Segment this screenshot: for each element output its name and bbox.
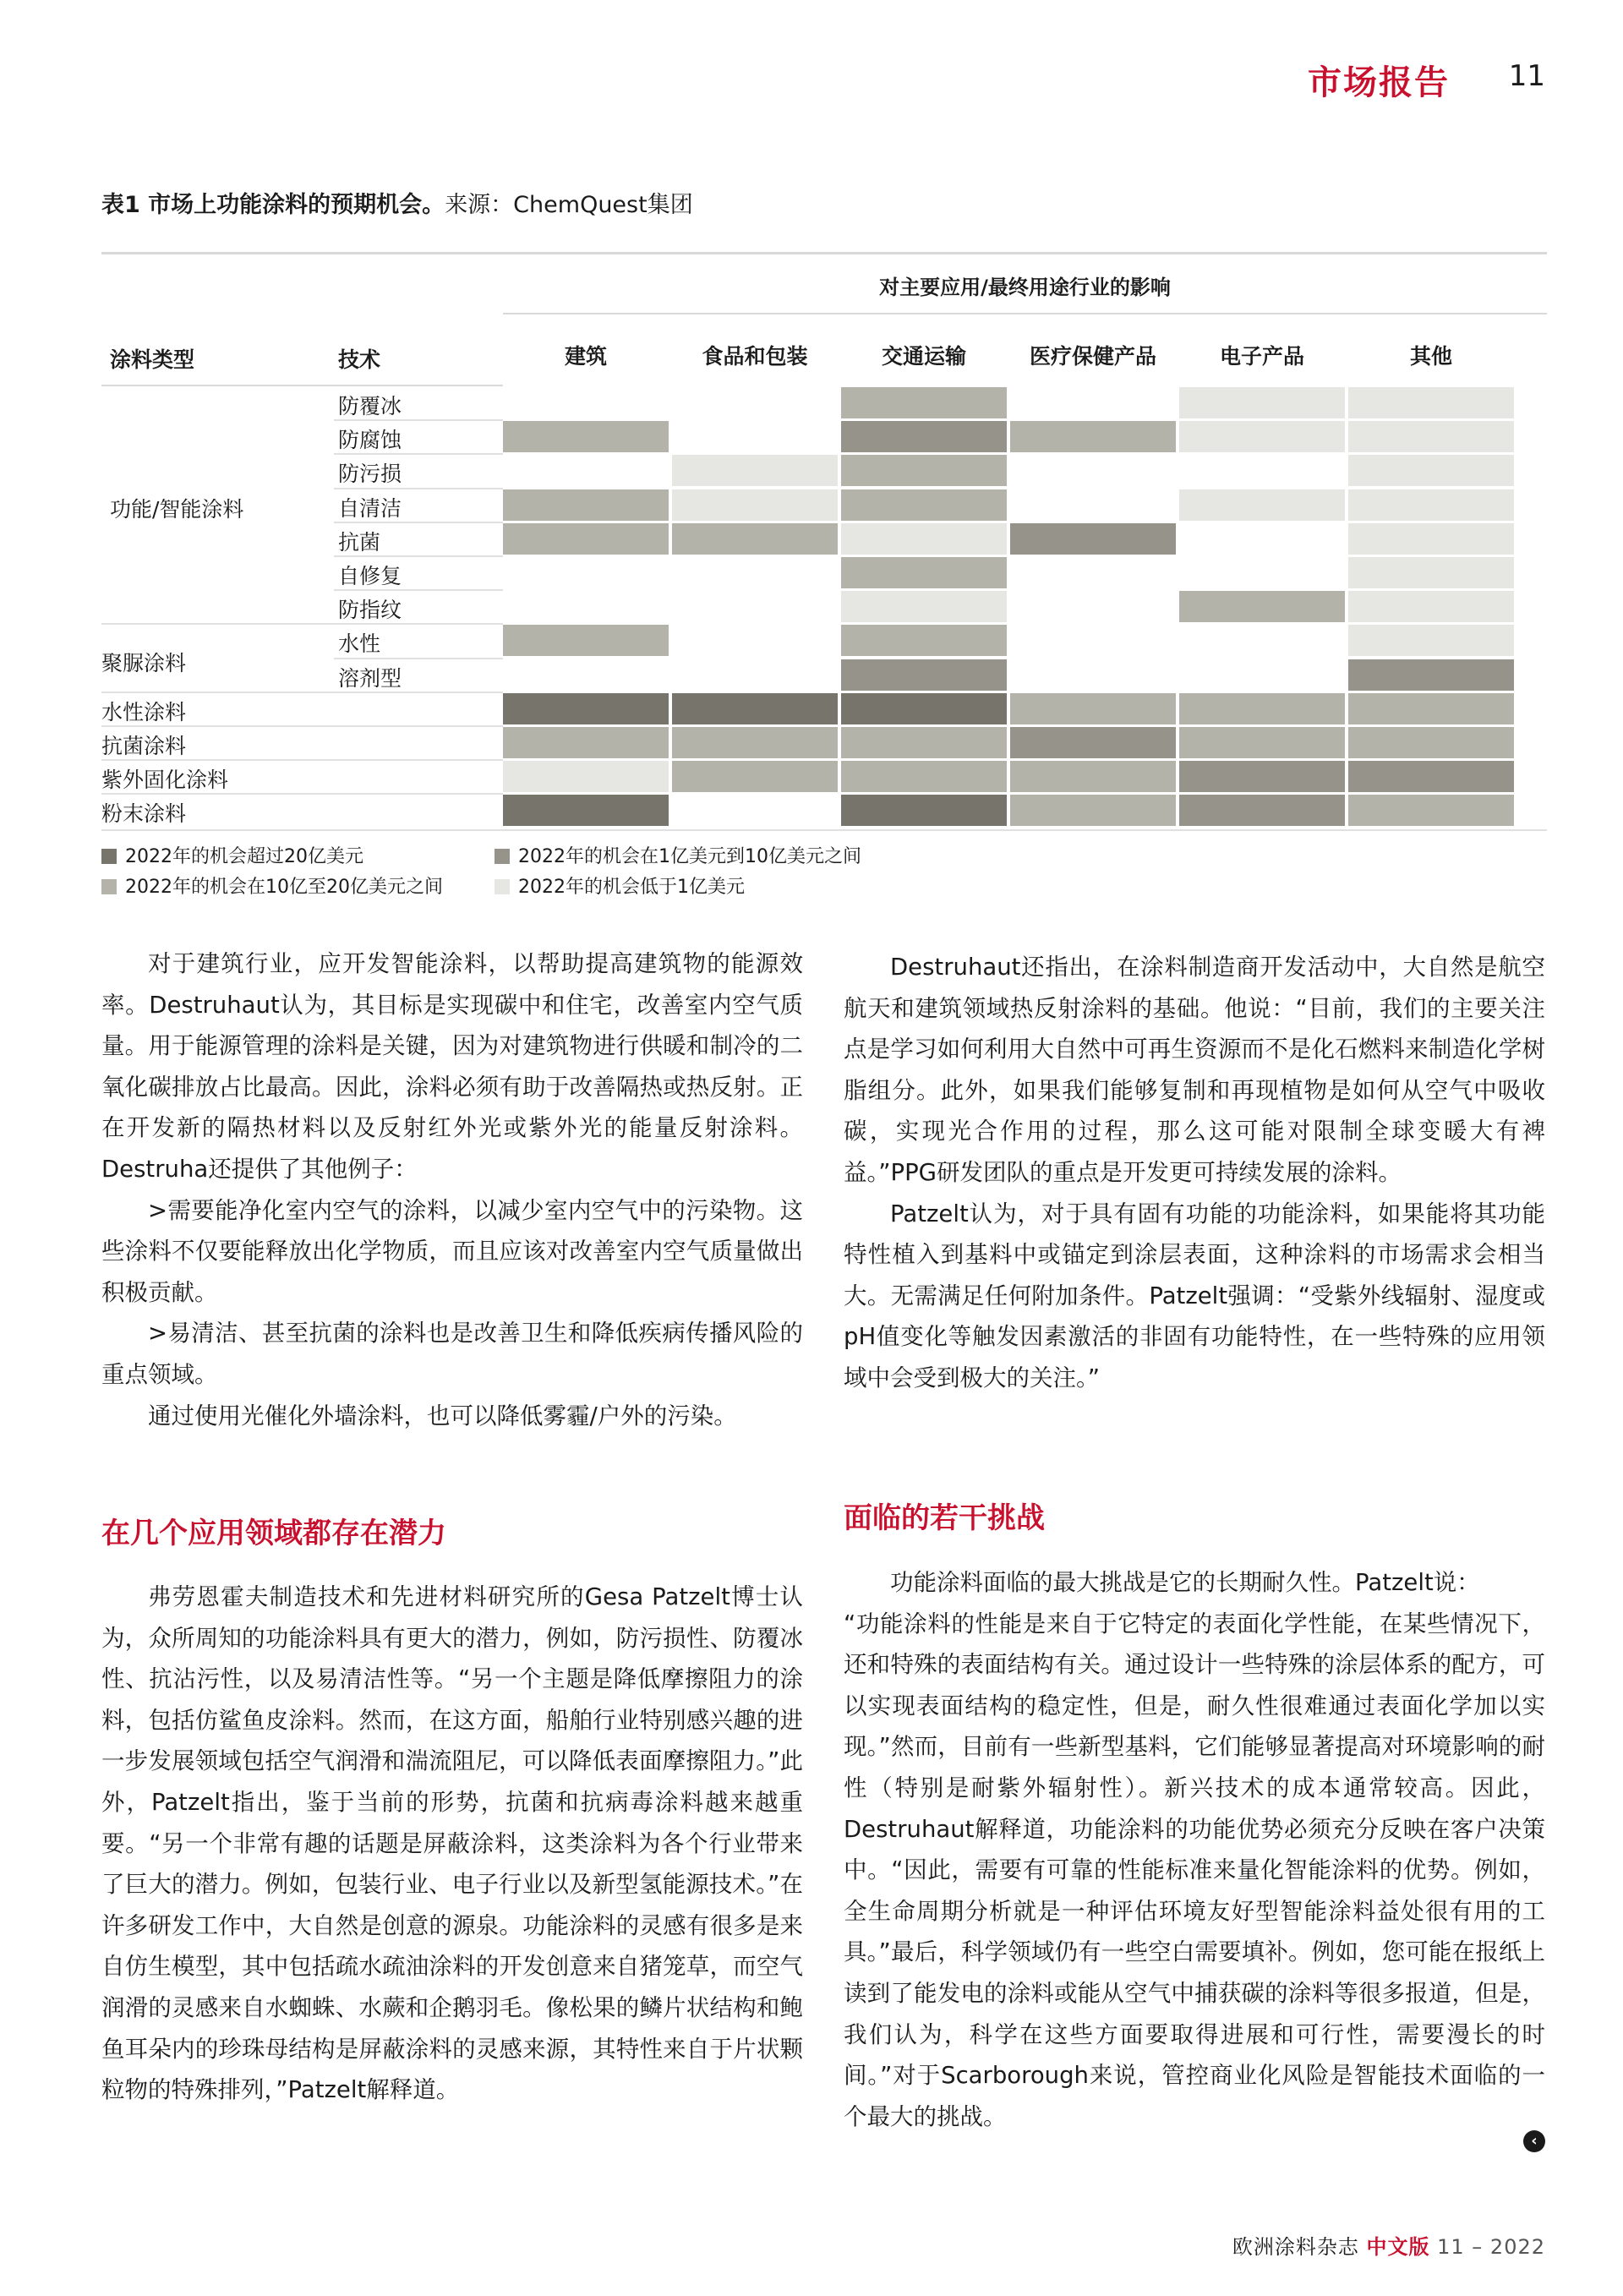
table-source: 来源：ChemQuest集团 bbox=[445, 192, 693, 218]
table-bottom-rule bbox=[101, 829, 1547, 831]
legend-swatch bbox=[101, 849, 117, 864]
opportunity-cell bbox=[1179, 693, 1345, 724]
opportunity-cell bbox=[1348, 625, 1514, 656]
row-separator bbox=[334, 453, 503, 455]
row-separator bbox=[101, 759, 503, 761]
row-separator bbox=[101, 793, 503, 795]
opportunity-cell bbox=[1348, 591, 1514, 622]
legend-item: 2022年的机会在1亿美元到10亿美元之间 bbox=[495, 842, 861, 868]
footer bbox=[1232, 2230, 1545, 2260]
opportunity-cell bbox=[503, 523, 669, 555]
opportunity-cell bbox=[1010, 523, 1176, 555]
row-label: 防腐蚀 bbox=[338, 428, 402, 453]
opportunity-cell bbox=[1348, 455, 1514, 486]
opportunity-cell bbox=[1010, 693, 1176, 724]
opportunity-cell bbox=[841, 523, 1007, 555]
opportunity-cell bbox=[503, 489, 669, 521]
row-separator bbox=[334, 555, 503, 557]
table-top-rule bbox=[101, 252, 1547, 254]
opportunity-cell bbox=[672, 761, 838, 792]
opportunity-cell bbox=[1348, 489, 1514, 521]
opportunity-cell bbox=[841, 625, 1007, 656]
opportunity-cell bbox=[841, 727, 1007, 758]
opportunity-cell bbox=[1348, 761, 1514, 792]
opportunity-cell bbox=[672, 727, 838, 758]
left-column-intro bbox=[101, 943, 803, 1436]
opportunity-cell bbox=[503, 625, 669, 656]
paragraph: 对于建筑行业，应开发智能涂料，以帮助提高建筑物的能源效率。Destruhaut认为，其目标是实现碳中和住宅，改善室内空气质量。用于能源管理的涂料是关键，因为对建筑物进行供暖和制冷的二氧化碳排放占比最高。因此，涂料必须有助于改善隔热或热反射。正在开发新的隔热材料以及反射红外光或紫外光的能量反射涂料。Destruha还提供了其他例子： bbox=[101, 950, 803, 1183]
industry-header: 食品和包装 bbox=[702, 344, 808, 369]
page-number: 11 bbox=[1508, 59, 1545, 93]
impact-header: 对主要应用/最终用途行业的影响 bbox=[879, 276, 1171, 299]
header-rule bbox=[101, 385, 503, 386]
paragraph: 通过使用光催化外墙涂料，也可以降低雾霾/户外的污染。 bbox=[148, 1402, 737, 1430]
opportunity-cell bbox=[503, 761, 669, 792]
group-label-smart: 功能/智能涂料 bbox=[110, 497, 244, 522]
left-column-body bbox=[101, 1577, 803, 2111]
footer-edition: 中文版 bbox=[1366, 2235, 1430, 2259]
industry-header: 其他 bbox=[1409, 344, 1452, 369]
opportunity-cell bbox=[1348, 795, 1514, 826]
opportunity-cell bbox=[1010, 761, 1176, 792]
col-header-type: 涂料类型 bbox=[110, 347, 195, 372]
paragraph: >易清洁、甚至抗菌的涂料也是改善卫生和降低疾病传播风险的重点领域。 bbox=[101, 1320, 803, 1388]
opportunity-cell bbox=[841, 421, 1007, 452]
section-heading-potential: 在几个应用领域都存在潜力 bbox=[101, 1517, 446, 1550]
impact-rule bbox=[503, 313, 1547, 314]
row-separator bbox=[334, 488, 503, 489]
row-label: 防污损 bbox=[338, 462, 402, 487]
row-separator bbox=[334, 658, 503, 659]
opportunity-cell bbox=[1010, 795, 1176, 826]
paragraph: “功能涂料的性能是来自于它特定的表面化学性能，在某些情况下，还和特殊的表面结构有关。通过设计一些特殊的涂层体系的配方，可以实现表面结构的稳定性，但是，耐久性很难通过表面化学加以实现。”然而，目前有一些新型基料，它们能够显著提高对环境影响的耐性（特别是耐紫外辐射性）。新兴技术的成本通常较高。因此，Destruhaut解释道，功能涂料的功能优势必须充分反映在客户决策中。“因此，需要有可靠的性能标准来量化智能涂料的优势。例如，全生命周期分析就是一种评估环境友好型智能涂料益处很有用的工具。”最后，科学领域仍有一些空白需要填补。例如，您可能在报纸上读到了能发电的涂料或能从空气中捕获碳的涂料等很多报道，但是，我们认为，科学在这些方面要取得进展和可行性，需要漫长的时间。”对于Scarborough来说，管控商业化风险是智能技术面临的一个最大的挑战。 bbox=[844, 1610, 1545, 2130]
group-separator bbox=[101, 623, 503, 625]
footer-magazine: 欧洲涂料杂志 bbox=[1232, 2235, 1359, 2259]
paragraph: >需要能净化室内空气的涂料，以减少室内空气中的污染物。这些涂料不仅要能释放出化学物质，而且应该对改善室内空气质量做出积极贡献。 bbox=[101, 1196, 803, 1306]
row-label: 溶剂型 bbox=[338, 665, 402, 691]
industry-header: 电子产品 bbox=[1219, 344, 1304, 369]
row-separator bbox=[334, 522, 503, 523]
industry-header: 交通运输 bbox=[881, 344, 966, 369]
row-label: 抗菌涂料 bbox=[101, 734, 187, 758]
row-label: 防指纹 bbox=[338, 598, 402, 623]
opportunity-cell bbox=[1010, 421, 1176, 452]
group-separator bbox=[101, 692, 503, 693]
row-label: 水性涂料 bbox=[101, 699, 187, 724]
opportunity-cell bbox=[1179, 591, 1345, 622]
legend-swatch bbox=[495, 849, 510, 864]
legend-swatch bbox=[101, 879, 117, 894]
row-label: 水性 bbox=[338, 631, 381, 657]
opportunity-cell bbox=[1348, 557, 1514, 588]
row-label: 抗菌 bbox=[338, 529, 381, 555]
opportunity-cell bbox=[841, 489, 1007, 521]
group-label-polyurea: 聚脲涂料 bbox=[101, 651, 187, 675]
opportunity-cell bbox=[1348, 387, 1514, 418]
footer-issue: 11 – 2022 bbox=[1437, 2235, 1545, 2259]
opportunity-cell bbox=[1348, 727, 1514, 758]
opportunity-cell bbox=[1010, 727, 1176, 758]
opportunity-cell bbox=[841, 659, 1007, 691]
opportunity-cell bbox=[841, 761, 1007, 792]
opportunity-cell bbox=[1179, 795, 1345, 826]
back-arrow-icon[interactable]: ‹ bbox=[1523, 2130, 1545, 2152]
industry-header: 建筑 bbox=[564, 344, 607, 369]
opportunity-cell bbox=[1348, 523, 1514, 555]
opportunity-cell bbox=[841, 557, 1007, 588]
paragraph: 弗劳恩霍夫制造技术和先进材料研究所的Gesa Patzelt博士认为，众所周知的功能涂料具有更大的潜力，例如，防污损性、防覆冰性、抗沾污性，以及易清洁性等。“另一个主题是降低摩擦阻力的涂料，包括仿鲨鱼皮涂料。然而，在这方面，船舶行业特别感兴趣的进一步发展领域包括空气润滑和湍流阻尼，可以降低表面摩擦阻力。”此外，Patzelt指出，鉴于当前的形势，抗菌和抗病毒涂料越来越重要。“另一个非常有趣的话题是屏蔽涂料，这类涂料为各个行业带来了巨大的潜力。例如，包装行业、电子行业以及新型氢能源技术。”在许多研发工作中，大自然是创意的源泉。功能涂料的灵感有很多是来自仿生模型，其中包括疏水疏油涂料的开发创意来自猪笼草，而空气润滑的灵感来自水蜘蛛、水蕨和企鹅羽毛。像松果的鳞片状结构和鲍鱼耳朵内的珍珠母结构是屏蔽涂料的灵感来源，其特性来自于片状颗粒物的特殊排列，”Patzelt解释道。 bbox=[101, 1583, 803, 2104]
paragraph: Destruhaut还指出，在涂料制造商开发活动中，大自然是航空航天和建筑领域热反射涂料的基础。他说：“目前，我们的主要关注点是学习如何利用大自然中可再生资源而不是化石燃料来制造化学树脂组分。此外，如果我们能够复制和再现植物是如何从空气中吸收碳，实现光合作用的过程，那么这可能对限制全球变暖大有裨益。”PPG研发团队的重点是开发更可持续发展的涂料。 bbox=[844, 954, 1545, 1186]
right-column-body bbox=[844, 1562, 1545, 2137]
row-separator bbox=[334, 589, 503, 591]
opportunity-cell bbox=[841, 795, 1007, 826]
opportunity-cell bbox=[503, 795, 669, 826]
opportunity-cell bbox=[1179, 727, 1345, 758]
legend-item: 2022年的机会超过20亿美元 bbox=[101, 842, 363, 868]
table-caption: 表1 市场上功能涂料的预期机会。 bbox=[101, 192, 445, 218]
row-label: 粉末涂料 bbox=[101, 801, 187, 827]
opportunity-cell bbox=[503, 727, 669, 758]
opportunity-cell bbox=[841, 387, 1007, 418]
opportunity-cell bbox=[1348, 421, 1514, 452]
table-title bbox=[101, 186, 693, 219]
row-separator bbox=[101, 725, 503, 727]
row-label: 自清洁 bbox=[338, 495, 402, 521]
legend-swatch bbox=[495, 879, 510, 894]
row-label: 防覆冰 bbox=[338, 394, 402, 418]
opportunity-cell bbox=[1348, 659, 1514, 691]
row-separator bbox=[334, 419, 503, 421]
opportunity-cell bbox=[503, 421, 669, 452]
paragraph: 功能涂料面临的最大挑战是它的长期耐久性。Patzelt说： bbox=[890, 1569, 1480, 1596]
right-column-intro bbox=[844, 947, 1545, 1399]
opportunity-cell bbox=[1179, 489, 1345, 521]
opportunity-cell bbox=[672, 523, 838, 555]
row-label: 紫外固化涂料 bbox=[101, 768, 229, 793]
opportunity-cell bbox=[503, 693, 669, 724]
col-header-tech: 技术 bbox=[338, 347, 381, 372]
legend-item: 2022年的机会在10亿至20亿美元之间 bbox=[101, 872, 443, 899]
opportunity-cell bbox=[672, 693, 838, 724]
industry-header: 医疗保健产品 bbox=[1029, 344, 1156, 369]
opportunity-cell bbox=[1179, 387, 1345, 418]
opportunity-cell bbox=[841, 693, 1007, 724]
opportunity-cell bbox=[1179, 761, 1345, 792]
paragraph: Patzelt认为，对于具有固有功能的功能涂料，如果能将其功能特性植入到基料中或锚定到涂层表面，这种涂料的市场需求会相当大。无需满足任何附加条件。Patzelt强调：“受紫外线辐射、湿度或pH值变化等触发因素激活的非固有功能特性，在一些特殊的应用领域中会受到极大的关注。” bbox=[844, 1200, 1545, 1391]
opportunity-cell bbox=[1179, 421, 1345, 452]
opportunity-cell bbox=[1348, 693, 1514, 724]
row-label: 自修复 bbox=[338, 564, 402, 588]
legend-item: 2022年的机会低于1亿美元 bbox=[495, 872, 745, 899]
section-title: 市场报告 bbox=[1308, 63, 1450, 102]
section-heading-challenges: 面临的若干挑战 bbox=[844, 1501, 1045, 1535]
opportunity-cell bbox=[672, 455, 838, 486]
opportunity-cell bbox=[672, 489, 838, 521]
opportunity-cell bbox=[841, 591, 1007, 622]
opportunity-cell bbox=[841, 455, 1007, 486]
